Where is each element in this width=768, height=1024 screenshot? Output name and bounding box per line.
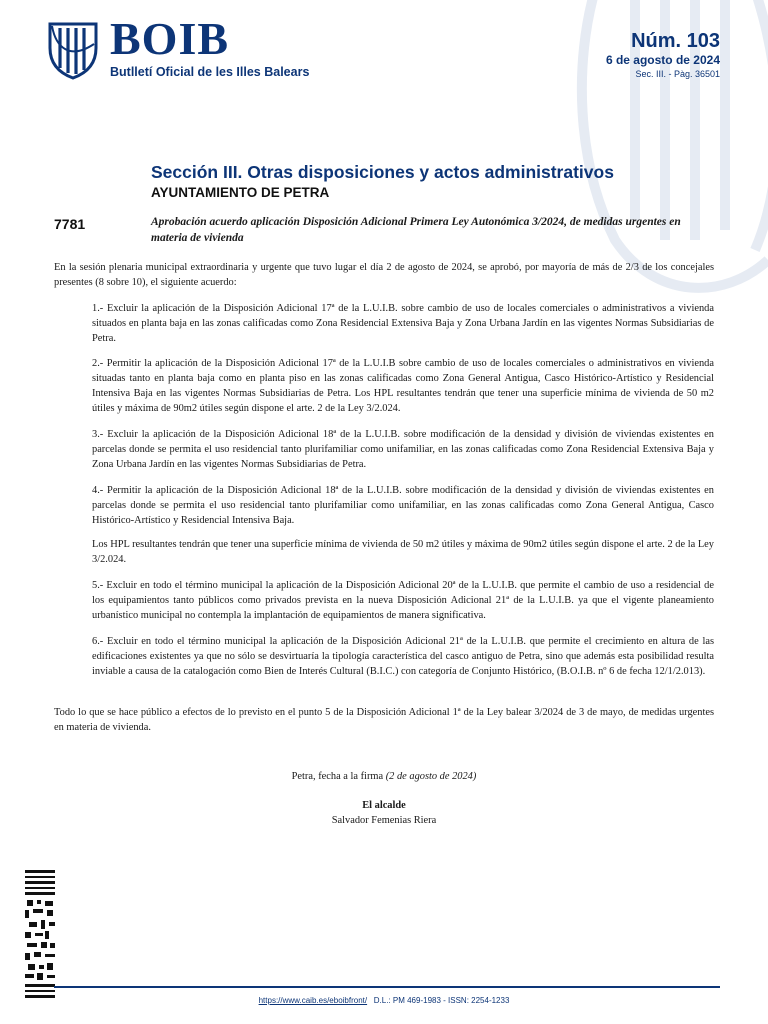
signature-role: El alcalde: [362, 800, 406, 811]
agreement-item: 3.- Excluir la aplicación de la Disposición Adicional 18ª de la L.U.I.B. sobre modificación de la densidad y división de viviendas existentes en parcelas donde se permita el uso residencial tanto plurifamiliar como unifamiliar, en las zonas calificadas como Zona Residencial Extensiva Baja y Zona Urbana Jardín en las vigentes Normas Subsidiarias de Petra.: [92, 429, 714, 470]
logo-subtitle: Butlletí Oficial de les Illes Balears: [110, 65, 310, 79]
section-title: Sección III. Otras disposiciones y actos administrativos: [151, 162, 614, 182]
footer-divider: [54, 986, 720, 988]
section-page: Sec. III. - Pàg. 36501: [635, 69, 720, 79]
agreement-item: 5.- Excluir en todo el término municipal la aplicación de la Disposición Adicional 20ª de la L.U.I.B. que permite el cambio de uso a residencial de los equipamientos tanto públicos como privados prevista en la nueva Disposición Adicional 21ª de la L.U.I.B. ya que el vigente planeamiento urbanístico municipal no contempla la implantación de equipamientos de manera significativa.: [92, 580, 714, 621]
organization-name: AYUNTAMIENTO DE PETRA: [151, 185, 330, 200]
logo-text: BOIB: [110, 13, 230, 64]
footer-legal: D.L.: PM 469-1983 - ISSN: 2254-1233: [373, 996, 510, 1005]
agreement-item: 4.- Permitir la aplicación de la Disposición Adicional 18ª de la L.U.I.B. sobre modificación de la densidad y división de viviendas existentes en parcelas donde se permita el uso residencial tanto plurifamiliar como unifamiliar, en las zonas calificadas como Zona General Antigua, Casco Histórico-Artístico y Residencial Intensiva Baja.: [92, 485, 714, 526]
agreement-note: Los HPL resultantes tendrán que tener una superficie mínima de vivienda de 50 m2 útiles y máxima de 90m2 útiles según dispone el arte. 2 de la Ley 3/2.024.: [92, 539, 714, 565]
signature-date: (2 de agosto de 2024): [385, 771, 477, 782]
entry-number: 7781: [54, 216, 86, 232]
intro-paragraph: En la sesión plenaria municipal extraordinaria y urgente que tuvo lugar el día 2 de agosto de 2024, se aprobó, por mayoría de más de 2/3 de los concejales presentes (8 sobre 10), el siguiente acuerdo:: [54, 262, 714, 288]
signature-place-date: [0, 771, 768, 782]
agreement-item: 1.- Excluir la aplicación de la Disposición Adicional 17ª de la L.U.I.B. sobre cambio de uso de locales comerciales o administrativos a vivienda situados en planta baja en las zonas calificadas como Zona Residencial Extensiva Baja y Zona Urbana Jardín en las vigentes Normas Subsidiarias de Petra.: [92, 303, 714, 344]
signature-place: Petra, fecha a la firma: [291, 771, 384, 782]
footer: [0, 996, 768, 1005]
boib-logo-icon: [46, 18, 100, 80]
signature-name: Salvador Femenias Riera: [331, 815, 437, 826]
agreement-item: 2.- Permitir la aplicación de la Disposición Adicional 17ª de la L.U.I.B sobre cambio de uso de locales comerciales o administrativos en vivienda situadas tanto en planta baja como en planta piso en las zonas calificadas como Zona General Antigua, Casco Histórico-Artístico y Residencial Intensiva Baja en las vigentes Normas Subsidiarias de Petra. Los HPL resultantes tendrán que tener una superficie mínima de vivienda de 50 m2 útiles y máxima de 90m2 útiles según dispone el arte. 2 de la Ley 3/2.024.: [92, 358, 714, 414]
issue-number: Núm. 103: [631, 30, 720, 52]
agreement-item: 6.- Excluir en todo el término municipal la aplicación de la Disposición Adicional 21ª de la L.U.I.B. que permite el crecimiento en altura de las edificaciones existentes ya que no sólo se desvirtuaría la tipología característica del casco antiguo de Petra, sino que además esta posibilidad resulta inviable a causa de la catalogación como Bien de Interés Cultural (B.I.C.) con categoría de Conjunto Histórico, (B.O.I.B. nº 6 de fecha 12/1/2.013).: [92, 636, 714, 677]
issue-date: 6 de agosto de 2024: [605, 53, 720, 67]
verification-code-icon: [25, 870, 55, 1000]
entry-title: Aprobación acuerdo aplicación Disposición Adicional Primera Ley Autonómica 3/2024, de medidas urgentes en materia de vivienda: [151, 216, 681, 244]
closing-paragraph: Todo lo que se hace público a efectos de lo previsto en el punto 5 de la Disposición Adicional 1ª de la Ley balear 3/2024 de 3 de mayo, de medidas urgentes en materia de vivienda.: [54, 707, 714, 733]
footer-url-link[interactable]: https://www.caib.es/eboibfront/: [258, 996, 368, 1005]
